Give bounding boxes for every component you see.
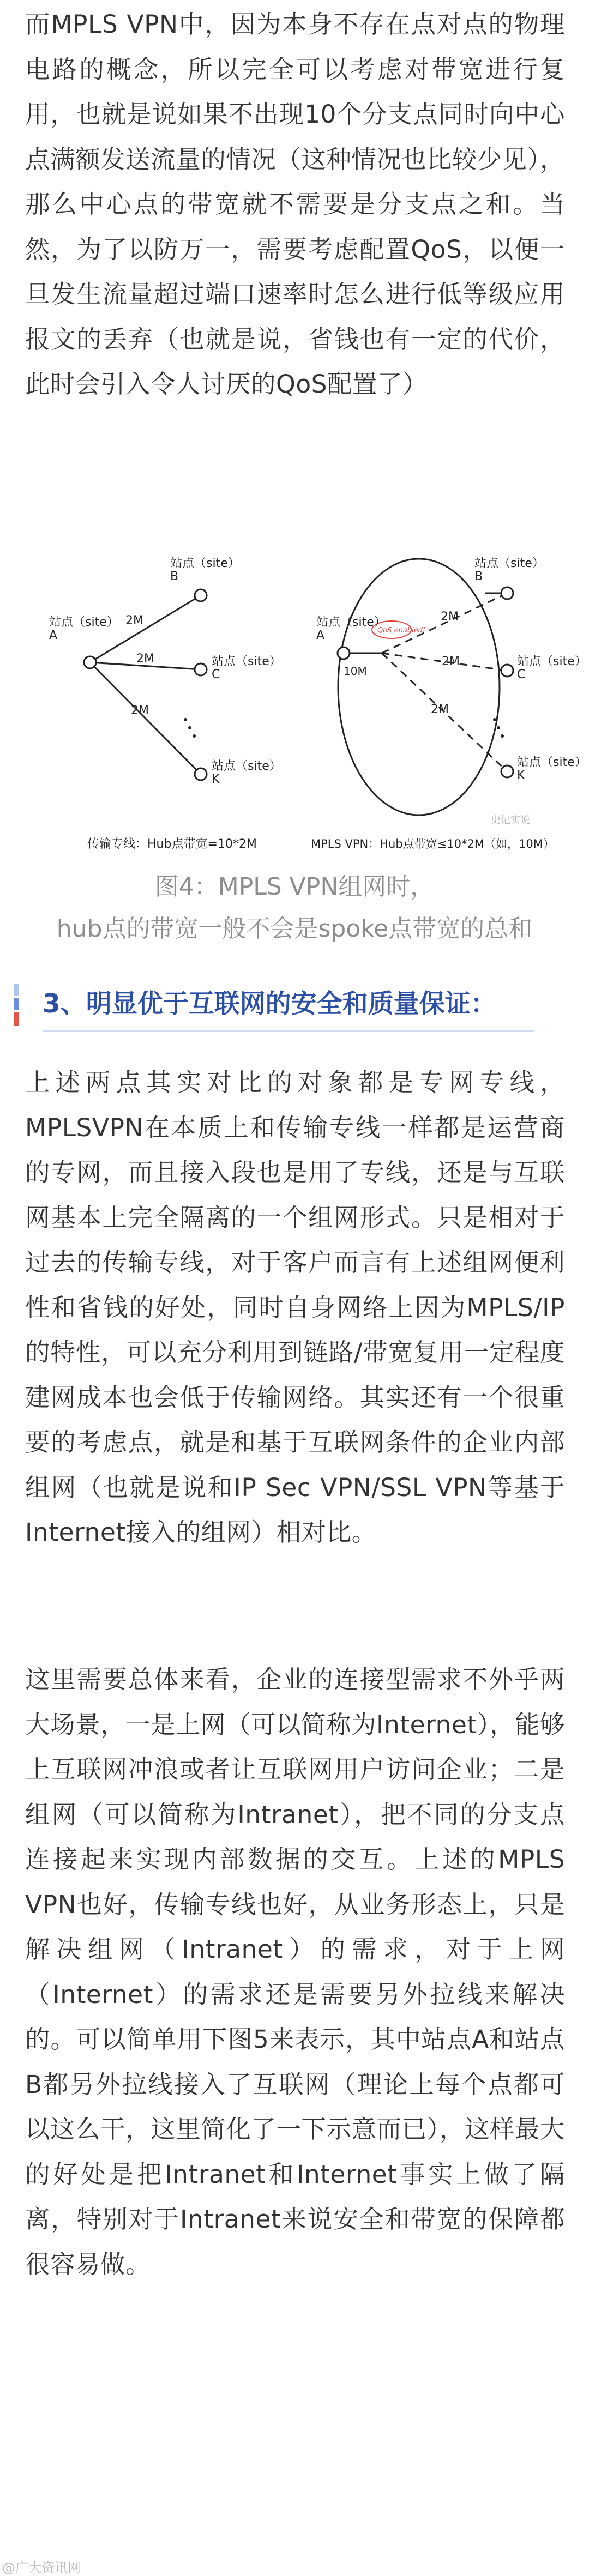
right-site-b-label: 站点（site） B <box>474 557 544 583</box>
site-node-icon <box>501 765 513 777</box>
section-heading <box>0 981 589 1027</box>
left-hub-label-1: 站点（site） A <box>49 616 119 642</box>
qos-label: QoS enabled! <box>377 626 426 635</box>
section-title: 3、明显优于互联网的安全和质量保证： <box>43 989 496 1019</box>
site-node-icon <box>84 656 96 668</box>
network-diagram-figure <box>27 551 587 867</box>
figure-watermark: 史记实说 <box>491 815 530 826</box>
right-site-k-label: 站点（site） K <box>517 756 587 782</box>
paragraph-intro: 而MPLS VPN中，因为本身不存在点对点的物理电路的概念，所以完全可以考虑对带宽进行复用，也就是说如果不出现10个分支点同时向中心点满额发送流量的情况（这种情况也比较少见），那么中心点的带宽就不需要是分支点之和。当然，为了以防万一，需要考虑配置QoS，以便一旦发生流量超过端口速率时怎么进行低等级应用报文的丢弃（也就是说，省钱也有一定的代价，此时会引入令人讨厌的QoS配置了） <box>25 10 565 399</box>
right-diagram-caption: MPLS VPN：Hub点带宽≤10*2M（如，10M） <box>311 837 555 850</box>
right-hub-label: 站点（site） A <box>316 616 386 642</box>
site-node-icon <box>338 647 350 659</box>
site-node-icon <box>195 768 207 780</box>
site-node-icon <box>501 665 513 677</box>
mpls-cloud-ellipse <box>338 559 500 815</box>
heading-marker-icon <box>14 1012 19 1026</box>
figure-caption-line-1: 图4：MPLS VPN组网时， <box>154 873 435 901</box>
right-link-label: 2M <box>441 610 459 624</box>
left-site-c-label: 站点（site） C <box>212 655 281 681</box>
figure-caption-line-2: hub点的带宽一般不会是spoke点带宽的总和 <box>56 915 533 943</box>
paragraph-internet-intranet: 这里需要总体来看，企业的连接型需求不外乎两大场景，一是上网（可以简称为Internet），能够上互联网冲浪或者让互联网用户访问企业；二是组网（可以简称为Intranet），把不同的分支点连接起来实现内部数据的交互。上述的MPLS VPN也好，传输专线也好，从业务形态上，只是解决组网（Intranet）的需求，对于上网（Internet）的需求还是需要另外拉线来解决的。可以简单用下图5来表示，其中站点A和站点B都另外拉线接入了互联网（理论上每个点都可以这么干，这里简化了一下示意而已），这样最大的好处是把Intranet和Internet事实上做了隔离，特别对于Intranet来说安全和带宽的保障都很容易做。 <box>25 1665 565 2279</box>
left-diagram-caption: 传输专线：Hub点带宽=10*2M <box>87 837 257 851</box>
left-link-label: 2M <box>125 614 143 628</box>
left-site-k-label: 站点（site） K <box>212 759 281 786</box>
right-link-label: 2M <box>431 703 449 716</box>
heading-marker-icon <box>14 984 19 996</box>
left-link-label: 2M <box>136 652 154 666</box>
right-link-label-10m: 10M <box>344 665 367 678</box>
right-link-label: 2M <box>442 655 460 668</box>
site-node-icon <box>501 587 513 599</box>
site-node-icon <box>195 663 207 675</box>
left-site-b-label: 站点（site） B <box>170 557 240 583</box>
right-site-c-label: 站点（site） C <box>517 655 587 681</box>
site-node-icon <box>195 589 207 601</box>
paragraph-security: 上述两点其实对比的对象都是专网专线，MPLSVPN在本质上和传输专线一样都是运营商的专网，而且接入段也是用了专线，还是与互联网基本上完全隔离的一个组网形式。只是相对于过去的传输专线，对于客户而言有上述组网便利性和省钱的好处，同时自身网络上因为MPLS/IP的特性，可以充分利用到链路/带宽复用一定程度建网成本也会低于传输网络。其实还有一个很重要的考虑点，就是和基于互联网条件的企业内部组网（也就是说和IP Sec VPN/SSL VPN等基于Internet接入的组网）相对比。 <box>25 1068 565 1547</box>
section-divider <box>43 1030 534 1032</box>
heading-marker-icon <box>14 998 19 1010</box>
corner-watermark: @广大资讯网 <box>2 2560 81 2575</box>
left-link-label: 2M <box>131 704 149 717</box>
